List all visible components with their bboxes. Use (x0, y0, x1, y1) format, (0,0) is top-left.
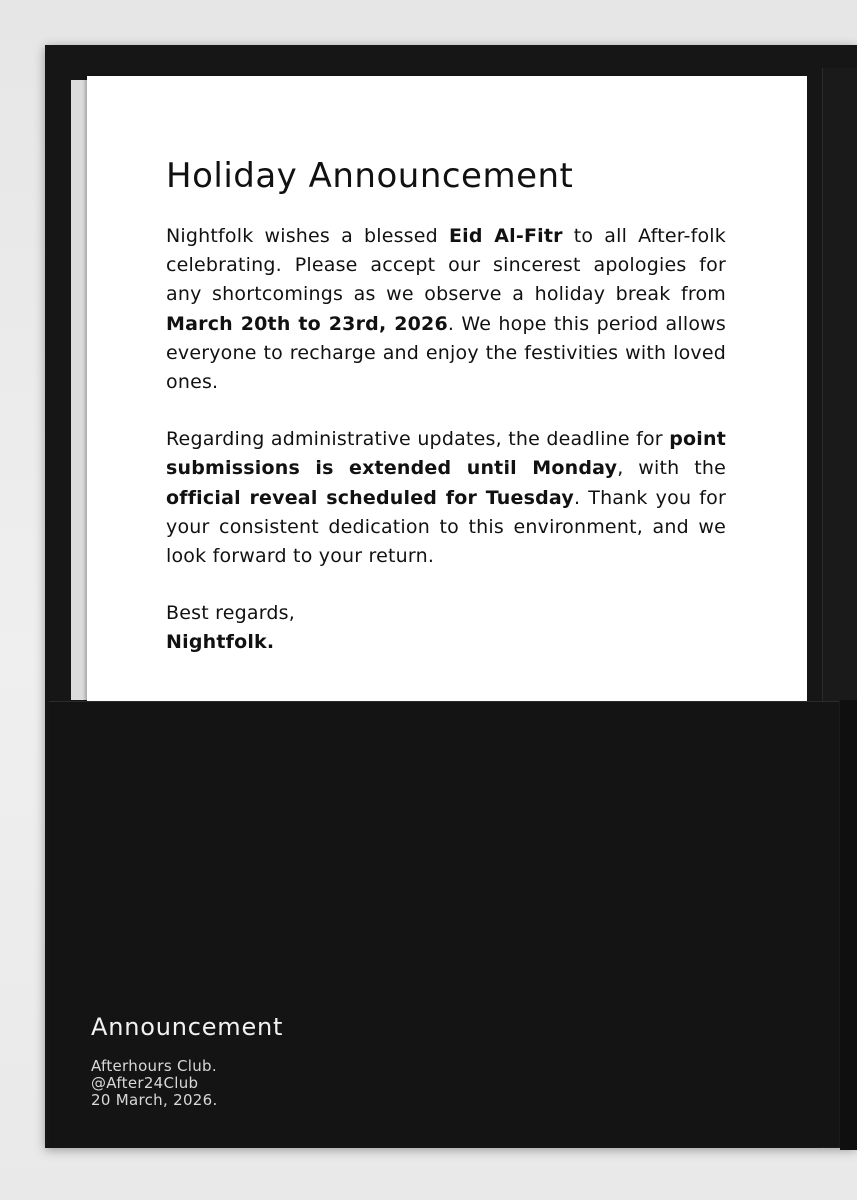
letter-paragraph-2 (166, 425, 726, 571)
club-handle: @After24Club (91, 1074, 199, 1092)
body-text: . We hope this period allows everyone to recharge and enjoy the festivities with loved ones. (166, 312, 727, 394)
letter-signature: Nightfolk. (166, 631, 275, 654)
folder-pocket (49, 701, 839, 1147)
emphasis-text: point submissions is extended until Monday (166, 428, 726, 480)
pocket-meta (91, 1058, 218, 1109)
emphasis-text: March 20th to 23rd, 2026 (166, 312, 448, 335)
letter-paragraph-1 (166, 222, 726, 397)
pocket-title: Announcement (91, 1013, 284, 1041)
body-text: . Thank you for your consistent dedication to this environment, and we look forward to your return. (166, 486, 727, 568)
letter-closing: Best regards, (166, 602, 295, 625)
emphasis-text: official reveal scheduled for Tuesday (166, 486, 574, 509)
body-text: to all After-folk celebrating. Please accept our sincerest apologies for any shortcomings as we observe a holiday break from (166, 225, 726, 306)
body-text: , with the (617, 457, 726, 480)
letter-title: Holiday Announcement (166, 156, 574, 196)
folder-right-pocket-edge (840, 700, 857, 1150)
emphasis-text: Eid Al-Fitr (448, 225, 563, 247)
letter-sheet (87, 76, 807, 702)
body-text: Nightfolk wishes a blessed (166, 225, 449, 247)
announcement-date: 20 March, 2026. (91, 1091, 218, 1109)
letter-body (166, 156, 726, 658)
club-name: Afterhours Club. (91, 1057, 217, 1075)
body-text: Regarding administrative updates, the deadline for (166, 428, 670, 451)
